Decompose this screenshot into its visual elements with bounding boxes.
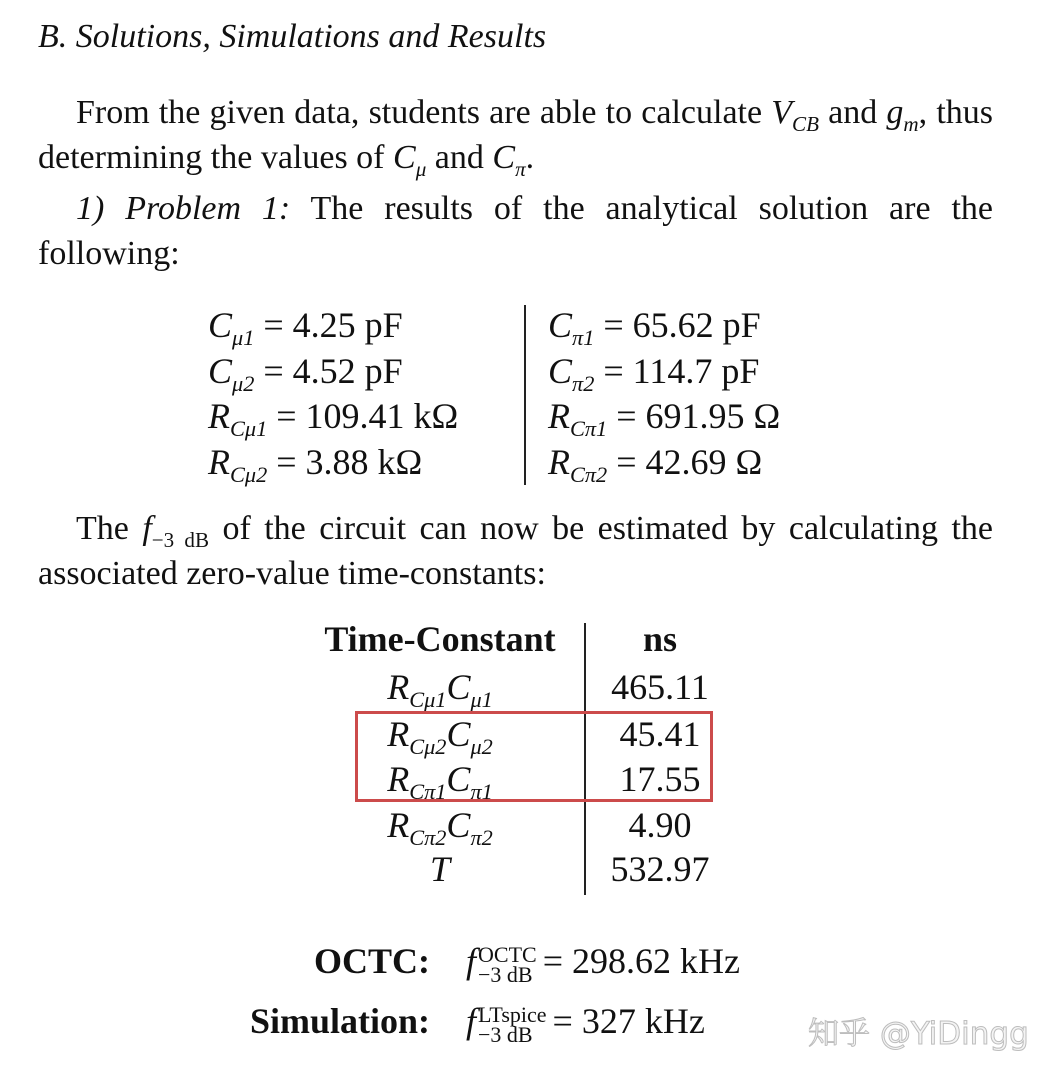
- text: From the given data, students are able to calculate: [76, 94, 772, 131]
- eq-cpi1: $C_{\pi 1} = 65.62$ pF: [548, 305, 761, 351]
- simulation-label: Simulation:: [249, 1001, 430, 1041]
- time-constant-symbol: $R_{C\pi 2}C_{\pi 2}$: [387, 805, 493, 851]
- time-constant-symbol: $R_{C\mu 2}C_{\mu 2}$: [387, 714, 493, 760]
- paragraph-intro: [38, 90, 993, 180]
- results-left-column: [208, 303, 458, 485]
- text: and: [426, 139, 493, 176]
- paragraph-f3db: [38, 506, 993, 596]
- math-gm: $g_m$: [886, 94, 919, 136]
- octc-equation: f OCTC −3 dB = 298.62 kHz: [466, 941, 740, 987]
- eq-rcpi1: $R_{C\pi 1} = 691.95$ Ω: [548, 396, 781, 442]
- eq-cmu1: $C_{\mu 1} = 4.25$ pF: [208, 305, 403, 351]
- time-constant-value: 45.41: [619, 714, 701, 754]
- eq-cpi2: $C_{\pi 2} = 114.7$ pF: [548, 350, 760, 396]
- math-f3db: $f_{-3 dB}$: [142, 510, 210, 552]
- section-heading: B. Solutions, Simulations and Results: [38, 18, 547, 55]
- text: of the circuit can now be estimated by calculating the associated zero-value time-constants:: [38, 510, 993, 592]
- eq-cmu2: $C_{\mu 2} = 4.52$ pF: [208, 350, 403, 396]
- text: and: [818, 94, 887, 131]
- problem-label: 1) Problem 1:: [76, 190, 291, 227]
- total-value: 532.97: [610, 849, 710, 889]
- eq-rcpi2: $R_{C\pi 2} = 42.69$ Ω: [548, 441, 763, 487]
- text: .: [525, 139, 535, 176]
- header-time-constant: Time-Constant: [324, 619, 556, 659]
- simulation-label-wrap: [0, 1000, 430, 1042]
- time-constant-value: 17.55: [619, 759, 701, 799]
- eq-rcmu1: $R_{C\mu 1} = 109.41$ kΩ: [208, 396, 459, 442]
- text: The results of the analytical solution are the following:: [38, 190, 993, 272]
- total-symbol: T: [429, 849, 451, 889]
- text: The: [76, 510, 143, 547]
- time-constant-value: 465.11: [611, 667, 709, 707]
- time-constant-symbol: $R_{C\mu 1}C_{\mu 1}$: [387, 667, 493, 713]
- eq-rcmu2: $R_{C\mu 2} = 3.88$ kΩ: [208, 441, 423, 487]
- highlight-box: [355, 711, 713, 802]
- octc-label: OCTC:: [314, 941, 430, 981]
- octc-label-wrap: [0, 940, 430, 982]
- math-cpi: $C_\pi$: [492, 139, 526, 181]
- paragraph-problem-1: [38, 186, 993, 276]
- results-right-column: [548, 303, 780, 485]
- simulation-equation: f LTspice −3 dB = 327 kHz: [466, 1001, 705, 1047]
- watermark: 知乎 @YiDingg: [808, 1016, 1029, 1052]
- math-cmu: $C_\mu$: [393, 139, 427, 181]
- time-constant-symbol: $R_{C\pi 1}C_{\pi 1}$: [387, 759, 493, 805]
- math-vcb: $V_{CB}$: [771, 94, 819, 136]
- text: , thus determining the values of: [38, 94, 993, 176]
- column-divider: [524, 305, 526, 485]
- header-ns: ns: [642, 619, 678, 659]
- time-constant-value: 4.90: [628, 805, 692, 845]
